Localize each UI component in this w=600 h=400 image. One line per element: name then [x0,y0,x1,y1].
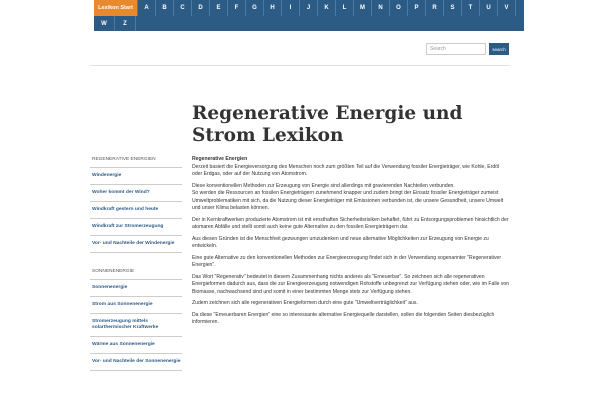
article-paragraph: Diese konventionellen Methoden zur Erzeugung von Energie sind allerdings mit gravierenden Nachteilen verbunden. So werden die Ressourcen an fossilen Energieträgern zunehmend knapper und zudem bringt der Einsatz fossiler Energieträger zumeist Umweltproblematiken mit sich, da die Nutzung dieser Energieträger mit Emissionen verbunden ist, die unsere Gesundheit, unsere Umwelt und unser Klima belasten können. [192,182,504,212]
alphabet-row-2 [94,16,136,31]
sidebar-item-2[interactable]: Windkraft gestern und heute [90,202,182,219]
alphabet-nav [94,0,524,31]
nav-letter-g[interactable]: G [246,0,264,16]
sidebar-item-9[interactable]: Vor- und Nachteile der Sonnenenergie [90,354,182,371]
article-paragraph: Zudem zeichnen sich alle regenerativen Energieformen durch eine gute "Umweltverträglichkeit" aus. [192,300,418,307]
alphabet-row-1 [138,0,524,31]
article-paragraph: Eine gute Alternative zu den konventionellen Methoden zur Energieerzeugung findet sich in der Verwendung sogenannter "Regenerativer Energien". [192,254,502,269]
sidebar-item-1[interactable]: Woher kommt der Wind? [90,185,182,202]
sidebar-item-7[interactable]: Stromerzeugung mittels solarthermischer Kraftwerke [90,314,182,337]
nav-letter-o[interactable]: O [390,0,408,16]
sidebar-item-4[interactable]: Vor- und Nachteile der Windenergie [90,236,182,253]
nav-lexikon-start[interactable]: Lexikon Start [94,0,138,16]
nav-letter-j[interactable]: J [300,0,318,16]
article-paragraph: Aus diesen Gründen ist die Menschheit gezwungen umzudenken und neue alternative Möglichkeiten zur Erzeugung von Energie zu entwickeln. [192,235,489,250]
sidebar-item-8[interactable]: Wärme aus Sonnenenergie [90,337,182,354]
nav-letter-s[interactable]: S [444,0,462,16]
header-divider [90,65,510,66]
nav-letter-r[interactable]: R [426,0,444,16]
sidebar-item-0[interactable]: Windenergie [90,168,182,185]
nav-letter-f[interactable]: F [228,0,246,16]
page-title: Regenerative Energie und Strom Lexikon [192,103,463,146]
nav-letter-e[interactable]: E [210,0,228,16]
nav-letter-m[interactable]: M [354,0,372,16]
nav-letter-n[interactable]: N [372,0,390,16]
nav-letter-z[interactable]: Z [115,16,136,31]
search-button[interactable]: search [489,43,509,55]
article-paragraph: Da diese "Erneuerbaren Energien" eine so interessante alternative Energiequelle darstellen, sollen die folgenden Seiten diesbezüglich informieren. [192,311,495,326]
article-paragraph: Der in Kernkraftwerken produzierte Atomstrom ist mit ernsthaften Sicherheitsrisiken behaftet, führt zu Entsorgungsproblemen hinsichtlich der atomaren Abfälle und stellt somit auch keine gute Alternative zu den fossilen Energieträgern dar. [192,216,509,231]
nav-letter-c[interactable]: C [174,0,192,16]
nav-letter-d[interactable]: D [192,0,210,16]
sidebar-item-5[interactable]: Sonnenenergie [90,280,182,297]
sidebar-section-sonnenenergie: SONNENENERGIE [90,267,182,280]
article-heading: Regenerative Energien [192,156,248,162]
sidebar-item-6[interactable]: Strom aus Sonnenenergie [90,297,182,314]
nav-letter-i[interactable]: I [282,0,300,16]
nav-letter-h[interactable]: H [264,0,282,16]
sidebar-item-3[interactable]: Windkraft zur Stromerzeugung [90,219,182,236]
article-body [192,156,510,331]
sidebar-section-regenerative: REGENERATIVE ENERGIEN [90,155,182,168]
nav-letter-b[interactable]: B [156,0,174,16]
nav-letter-k[interactable]: K [318,0,336,16]
nav-letter-p[interactable]: P [408,0,426,16]
sidebar [90,155,182,371]
nav-letter-l[interactable]: L [336,0,354,16]
search-input[interactable]: Search [426,43,486,55]
nav-letter-u[interactable]: U [480,0,498,16]
article-paragraph: Das Wort "Regenerativ" bedeutet in diesem Zusammenhang nichts anderes als "Erneuerbar". So zeichnen sich alle regenerativen Energieformen dadurch aus, dass die zur Energieerzeugung notwendigen Rohstoffe unbegrenzt zur Verfügung stehen oder, wie im Falle von Biomasse, nachwachsend sind und somit in einer bestimmten Menge stets zur Verfügung stehen. [192,273,510,295]
nav-letter-v[interactable]: V [498,0,516,16]
nav-letter-a[interactable]: A [138,0,156,16]
article-paragraph: Derzeit basiert die Energieversorgung des Menschen noch zum größten Teil auf die Verwendung fossiler Energieträger, wie Kohle, Erdöl oder Erdgas, oder auf der Nutzung von Atomstrom. [192,163,500,178]
nav-letter-w[interactable]: W [94,16,115,31]
nav-letter-t[interactable]: T [462,0,480,16]
